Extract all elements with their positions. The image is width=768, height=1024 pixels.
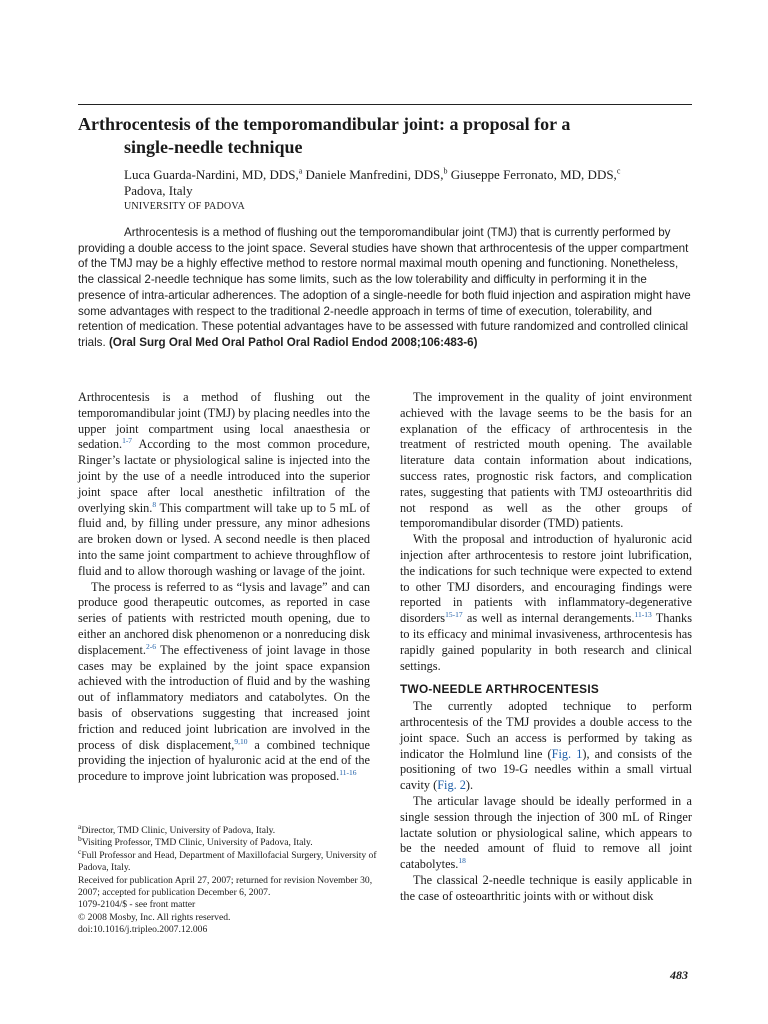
footnote-a-text: Director, TMD Clinic, University of Padova, Italy.: [81, 825, 276, 836]
title-line-2: single-needle technique: [124, 137, 303, 157]
paragraph-1-text-a: Arthrocentesis is a method of flushing out the temporomandibular joint (TMJ) by placing needles into the upper joint compartment using local anaesthesia or sedation.: [78, 390, 370, 452]
reference-link[interactable]: 8: [152, 499, 157, 509]
received-dates: Received for publication April 27, 2007; returned for revision November 30, 2007; accepted for publication December 6, 2007.: [78, 874, 373, 899]
paragraph-2: [78, 580, 370, 785]
figure-link[interactable]: Fig. 1: [551, 746, 583, 761]
paragraph-7-text: The classical 2-needle technique is easily applicable in the case of osteoarthritic joints with or without disk: [400, 872, 692, 903]
author-1: Luca Guarda-Nardini, MD, DDS,: [124, 167, 299, 182]
copyright: © 2008 Mosby, Inc. All rights reserved.: [78, 911, 231, 923]
reference-link[interactable]: 9,10: [234, 736, 248, 746]
abstract: [78, 225, 692, 351]
reference-link[interactable]: 15-17: [445, 610, 463, 620]
issn: 1079-2104/$ - see front matter: [78, 899, 196, 911]
author-2: Daniele Manfredini, DDS,: [302, 167, 444, 182]
header-rule: [78, 104, 692, 105]
paragraph-7: [400, 873, 692, 905]
paragraph-5: [400, 699, 692, 794]
paragraph-5-text-c: ).: [465, 778, 474, 793]
paragraph-4-text-c: Thanks to its efficacy and minimal invasiveness, arthrocentesis has rapidly gained popularity in both research and clinical settings.: [400, 611, 692, 673]
footnote-a-mark: a: [78, 821, 82, 831]
author-1-affil-mark: a: [298, 166, 303, 176]
paragraph-2-text-a: The process is referred to as “lysis and lavage” and can produce good therapeutic outcomes, as reported in case series of patients with restricted mouth opening, due to either an anchored disk phenomenon or a nonreducing disk displacement.: [78, 579, 370, 657]
footnote-c-text: Full Professor and Head, Department of Maxillofacial Surgery, University of Padova, Italy.: [78, 849, 377, 874]
paragraph-2-text-b: The effectiveness of joint lavage in those cases may be explained by the joint space expansion achieved with the introduction of fluid and by the washing out of inflammatory mediators and catabolytes. On the basis of observations suggesting that increased joint friction and reduced joint lubrication are involved in the process of disk displacement,: [78, 642, 370, 752]
paragraph-3: [400, 390, 692, 532]
paragraph-4-text-b: as well as internal derangements.: [462, 611, 635, 626]
institution: UNIVERSITY OF PADOVA: [124, 201, 245, 212]
author-2-affil-mark: b: [443, 166, 448, 176]
footnote-c: [78, 846, 378, 875]
paragraph-1: [78, 390, 370, 580]
paragraph-3-text: The improvement in the quality of joint environment achieved with the lavage seems to be the basis for an explanation of the efficacy of arthrocentesis in the treatment of restricted mouth opening. The available literature data contain information about indications, success rates, prognostic risk factors, and complication rates, suggesting that patients with TMJ osteoarthritis did not respond as well as the other groups of temporomandibular disorder (TMD) patients.: [400, 390, 692, 531]
footnote-b-mark: b: [78, 834, 82, 844]
abstract-citation: (Oral Surg Oral Med Oral Pathol Oral Radiol Endod 2008;106:483-6): [108, 335, 478, 349]
author-3: Giuseppe Ferronato, MD, DDS,: [447, 167, 617, 182]
paragraph-1-text-b: According to the most common procedure, Ringer’s lactate or physiological saline is injected into the joint by the use of a needle introduced into the superior joint space after local anesthetic infiltration of the overlying skin.: [78, 437, 370, 515]
page-number: 483: [670, 968, 688, 982]
paragraph-1-text-c: This compartment will take up to 5 mL of fluid and, by filling under pressure, any minor adhesions are broken down or lysed. A second needle is then placed into the same joint compartment to achieve throughflow of fluid and to allow thorough washing or lavage of the joint.: [78, 500, 370, 578]
body-column-right: [400, 390, 692, 905]
reference-link[interactable]: 11-16: [339, 768, 357, 778]
paragraph-5-text-a: The currently adopted technique to perform arthrocentesis of the TMJ provides a double access to the joint space. Such an access is performed by taking as indicator the Holmlund line (: [400, 699, 692, 761]
footnote-b: [78, 834, 378, 849]
reference-link[interactable]: 1-7: [122, 436, 133, 446]
title-line-1: Arthrocentesis of the temporomandibular joint: a proposal for a: [78, 114, 571, 134]
footnotes: [78, 821, 378, 937]
doi: doi:10.1016/j.tripleo.2007.12.006: [78, 924, 208, 936]
body-column-left: [78, 390, 370, 785]
footnote-c-mark: c: [78, 846, 82, 856]
footnote-a: [78, 821, 378, 837]
reference-link[interactable]: 11-13: [634, 610, 652, 620]
author-list: [124, 167, 694, 199]
article-title: [78, 113, 692, 159]
paragraph-6-text: The articular lavage should be ideally performed in a single session through the injection of 300 mL of Ringer lactate solution or physiological saline, which appears to be the needed amount of fluid to remove all joint catabolytes.: [400, 793, 692, 872]
abstract-text: Arthrocentesis is a method of flushing out the temporomandibular joint (TMJ) that is currently performed by providing a double access to the joint space. Several studies have shown that arthrocentesis of the upper compartment of the TMJ may be a highly effective method to restore normal maximal mouth opening and functioning. Nonetheless, the classical 2-needle technique has some limits, such as the low tolerability and difficulty in performing it in the presence of intra-articular adherences. The adoption of a single-needle for both fluid injection and aspiration might have some advantages with respect to the traditional 2-needle approach in terms of time of execution, tolerability, and retention of medication. These potential advantages have to be assessed with future randomized and controlled clinical trials.: [78, 226, 691, 349]
paragraph-6: [400, 794, 692, 873]
paragraph-5-text-b: ), and consists of the positioning of two 19-G needles within a small virtual cavity (: [400, 746, 692, 793]
paragraph-4: [400, 532, 692, 674]
author-location: Padova, Italy: [124, 183, 193, 198]
reference-link[interactable]: 18: [458, 856, 466, 866]
footnote-b-text: Visiting Professor, TMD Clinic, University of Padova, Italy.: [81, 837, 313, 849]
paragraph-4-text-a: With the proposal and introduction of hyaluronic acid injection after arthrocentesis to restore joint lubrification, the indications for such technique were expected to extend to other TMJ disorders, and encouraging findings were reported in patients with inflammatory-degenerative disorders: [400, 532, 692, 626]
author-3-affil-mark: c: [616, 166, 621, 176]
reference-link[interactable]: 2-6: [145, 641, 156, 651]
figure-link[interactable]: Fig. 2: [437, 778, 466, 793]
paragraph-2-text-c: a combined technique providing the injection of hyaluronic acid at the end of the procedure to improve joint lubrication was proposed.: [78, 737, 370, 784]
section-heading: TWO-NEEDLE ARTHROCENTESIS: [400, 682, 600, 697]
